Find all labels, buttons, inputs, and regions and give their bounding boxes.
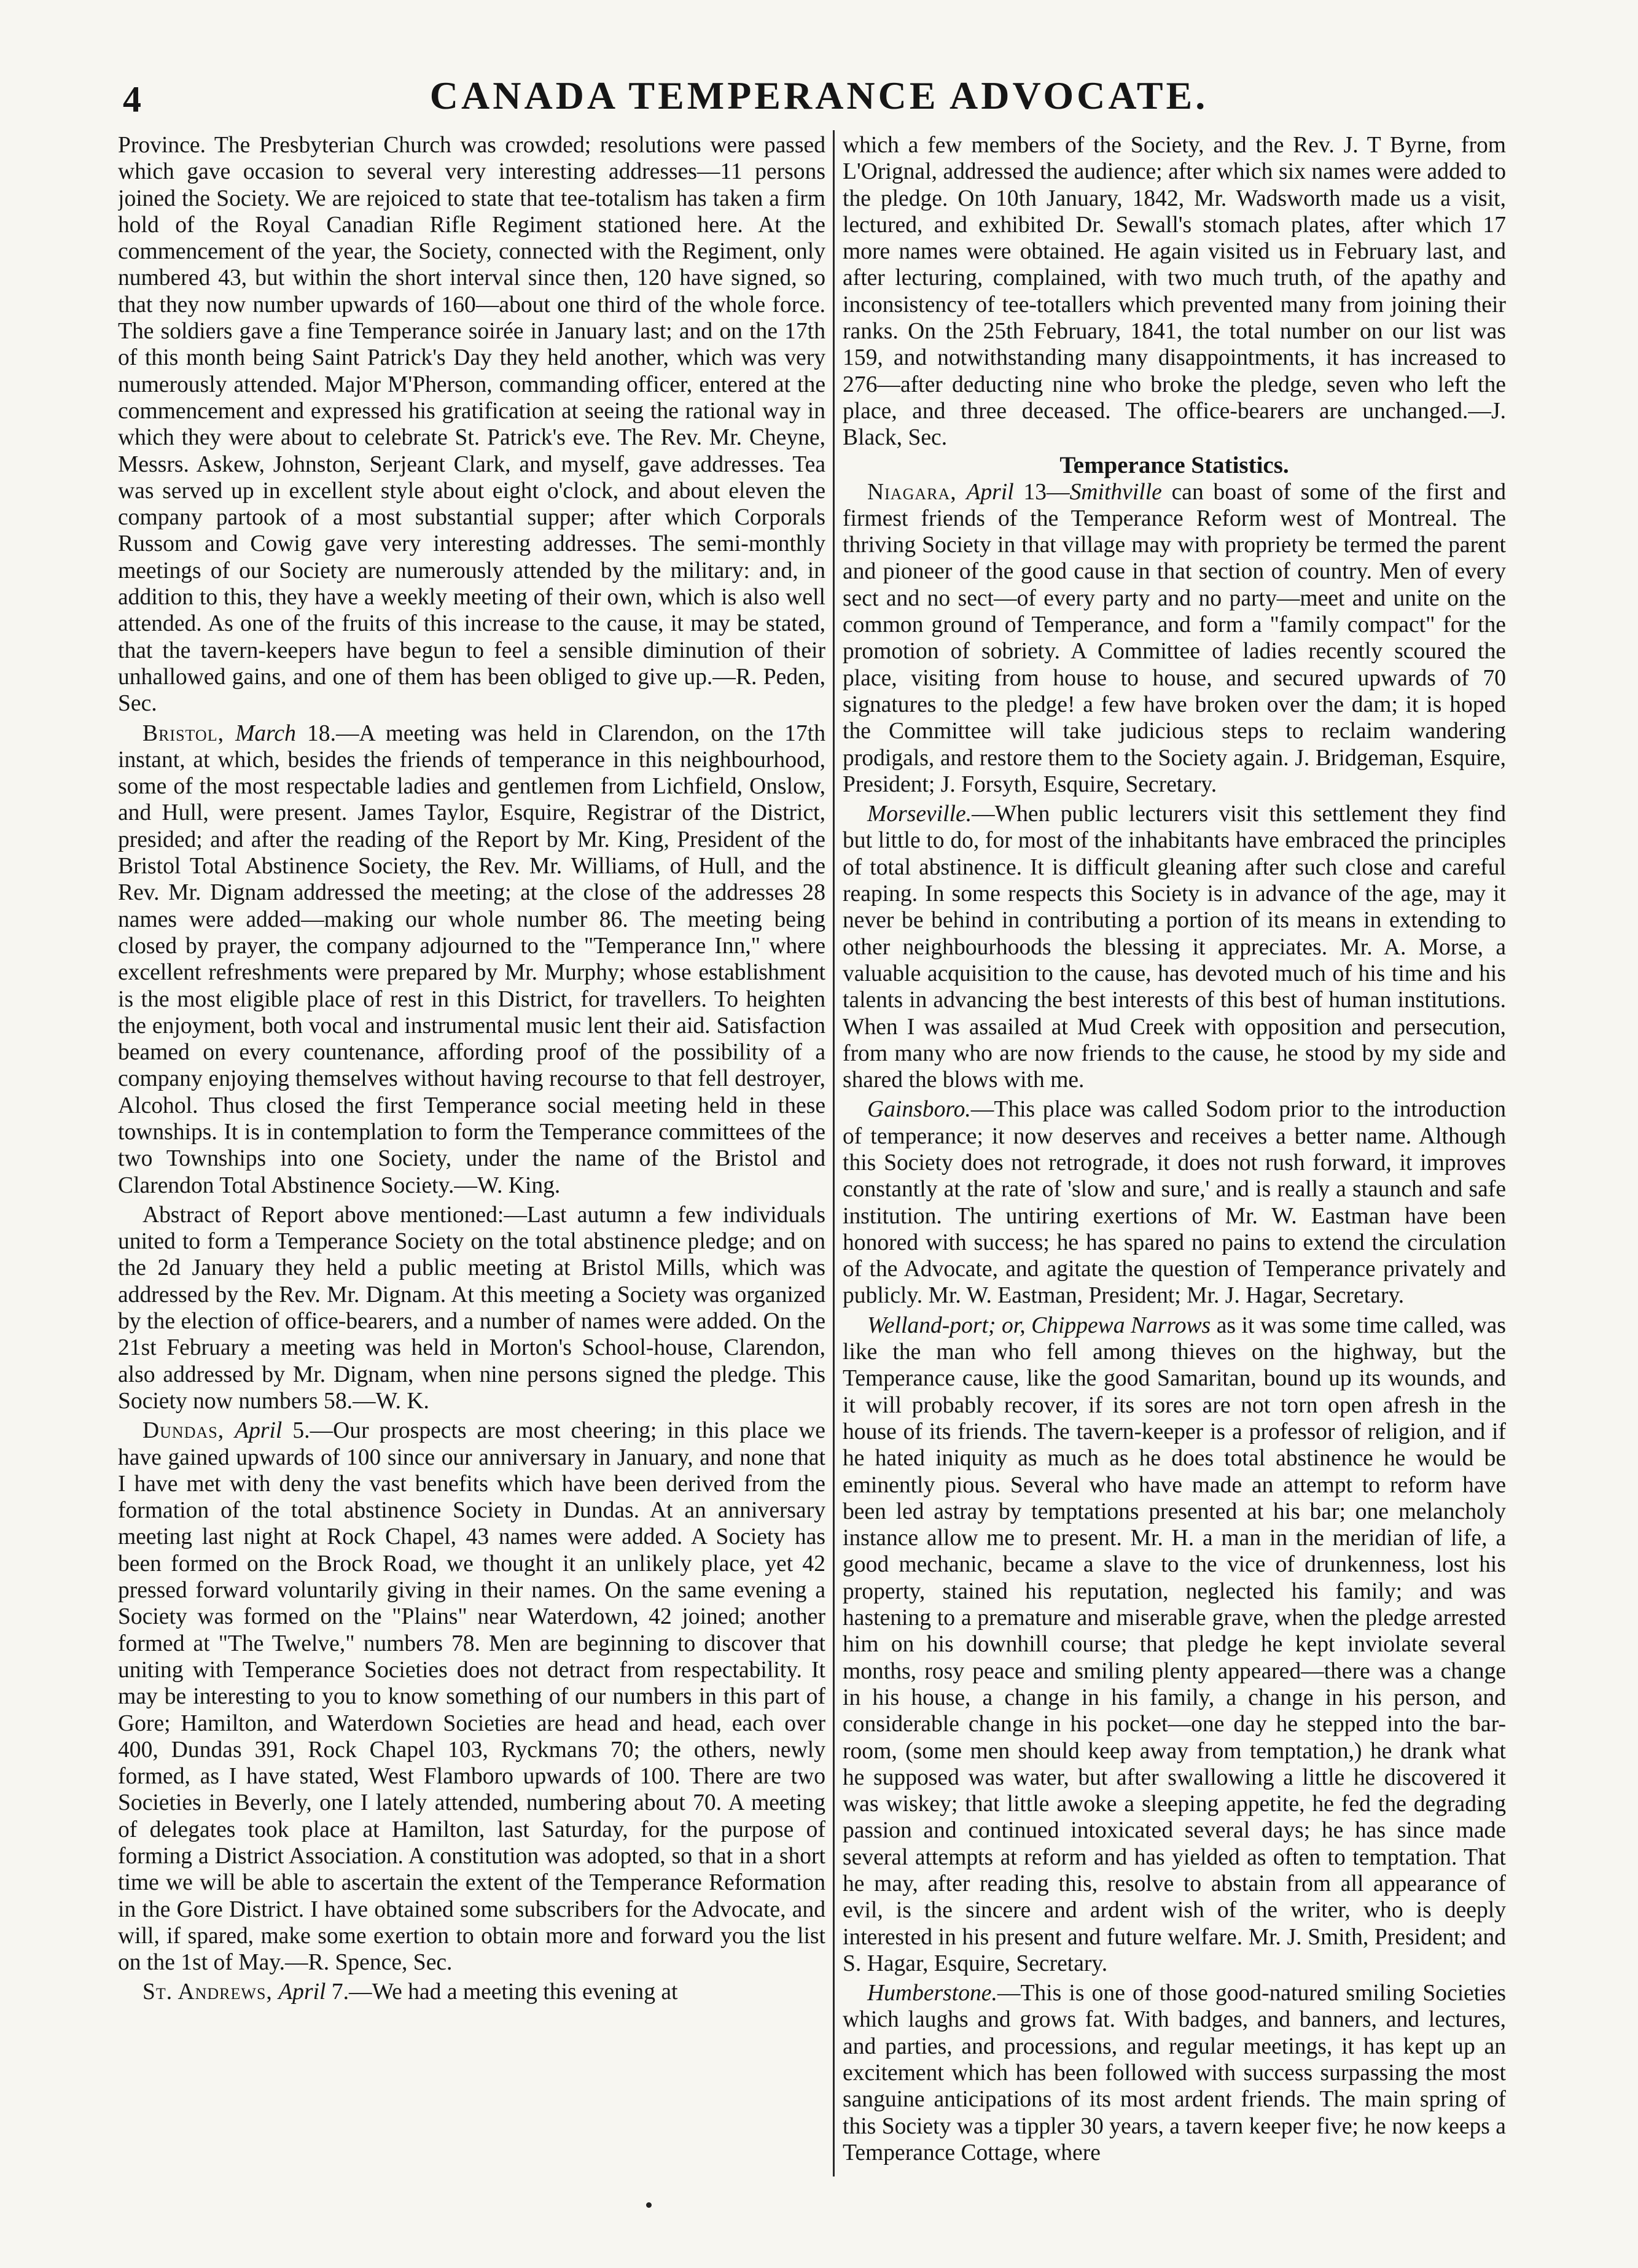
- column-divider: [833, 130, 835, 2176]
- dateline-place: St. Andrews,: [142, 1979, 273, 2005]
- dateline-place: Dundas,: [142, 1418, 225, 1444]
- article-dundas: [118, 1417, 825, 1976]
- dateline-place: Niagara,: [867, 479, 957, 505]
- dateline-date: March: [235, 720, 296, 746]
- dateline-place: Morseville.: [867, 801, 972, 827]
- article-text: as it was some time called, was like the man who fell among thieves on the highway, but the Temperance cause, like the good Samaritan, bound up its wounds, and it will probably recover, if its sores are not torn open afresh in the house of its friends. The tavern-keeper is a professor of religion, and if he hated iniquity as much as he does total abstinence he would be eminently pious. Several who have made an attempt to reform have been led astray by temptations presented at his bar; one melancholy instance allow me to present. Mr. H. a man in the meridian of life, a good mechanic, became a slave to the vice of drunkenness, lost his property, stained his reputation, neglected his family; and was hastening to a premature and miserable grave, when the pledge arrested him on his downhill course; that pledge he kept inviolate several months, rosy peace and smiling plenty appeared—there was a change in his house, a change in his family, a change in his person, and considerable change in his pocket—one day he stepped into the bar-room, (some men should keep away from temptation,) he drank what he supposed was water, but after swallowing a little he discovered it was wiskey; that little awoke a sleeping appetite, he fed the degrading passion and continued intoxicated several days; he has since made several attempts at reform and has yielded as often to temptation. That he may, after reading this, resolve to abstain from all appearance of evil, is the sincere and ardent wish of the writer, who is deeply interested in his present and future welfare. Mr. J. Smith, President; and S. Hagar, Esquire, Secretary.: [843, 1312, 1506, 1976]
- article-welland-port: [843, 1312, 1506, 1977]
- page-title: CANADA TEMPERANCE ADVOCATE.: [429, 74, 1209, 117]
- dateline-place: Welland-port; or, Chippewa Narrows: [867, 1312, 1211, 1338]
- article-st-andrews: [118, 1979, 825, 2005]
- dateline-locality: Smithville: [1069, 479, 1162, 505]
- article-gainsboro: [843, 1096, 1506, 1309]
- page-number: 4: [123, 79, 141, 120]
- dateline-date: April: [966, 479, 1014, 505]
- dateline-place: Gainsboro.: [867, 1097, 971, 1123]
- left-column: [118, 132, 825, 2177]
- dateline-place: Humberstone.: [867, 1981, 997, 2006]
- article-text: —When public lecturers visit this settlement they find but little to do, for most of the inhabitants have embraced the principles of total abstinence. It is difficult gleaning after such close and careful reaping. In some respects this Society is in advance of the age, may it never be behind in contributing a portion of its means in extending to other neighbourhoods the blessing it appreciates. Mr. A. Morse, a valuable acquisition to the cause, has devoted much of his time and his talents in advancing the best interests of this best of human institutions. When I was assailed at Mud Creek with opposition and persecution, from many who are now friends to the cause, he stood by my side and shared the blows with me.: [843, 801, 1506, 1093]
- article-text: —This is one of those good-natured smiling Societies which laughs and grows fat. With badges, and banners, and lectures, and parties, and processions, and regular meetings, it has kept up an excitement which has been followed with success surpassing the most sanguine anticipations of its most ardent friends. The main spring of this Society was a tippler 30 years, a tavern keeper five; he now keeps a Temperance Cottage, where: [843, 1981, 1506, 2165]
- dateline-date: April: [235, 1418, 283, 1444]
- right-column: [843, 132, 1506, 2177]
- article-text: 18.—A meeting was held in Clarendon, on the 17th instant, at which, besides the friends of temperance in this neighbourhood, some of the most respectable ladies and gentlemen from Lichfield, Onslow, and Hull, were present. James Taylor, Esquire, Registrar of the District, presided; and after the reading of the Report by Mr. King, President of the Bristol Total Abstinence Society, the Rev. Mr. Williams, of Hull, and the Rev. Mr. Dignam addressed the meeting; at the close of the addresses 28 names were added—making our whole number 86. The meeting being closed by prayer, the company adjourned to the "Temperance Inn," where excellent refreshments were prepared by Mr. Murphy; whose establishment is the most eligible place of rest in this District, for travellers. To heighten the enjoyment, both vocal and instrumental music lent their aid. Satisfaction beamed on every countenance, affording proof of the possibility of a company enjoying themselves without having recourse to that fell destroyer, Alcohol. Thus closed the first Temperance social meeting held in these townships. It is in contemplation to form the Temperance committees of the two Townships into one Society, under the name of the Bristol and Clarendon Total Abstinence Society.—W. King.: [118, 720, 825, 1198]
- article-humberstone: [843, 1980, 1506, 2166]
- article-text: can boast of some of the first and firmest friends of the Temperance Reform west of Montreal. The thriving Society in that village may with propriety be termed the parent and pioneer of the good cause in that section of country. Men of every sect and no sect—of every party and no party—meet and unite on the common ground of Temperance, and form a "family compact" for the promotion of sobriety. A Committee of ladies recently scoured the place, visiting from house to house, and secured upwards of 70 signatures to the pledge! a few have broken over the dam; it is hoped the Committee will take judicious steps to reclaim wandering prodigals, and restore them to the Society again. J. Bridgeman, Esquire, President; J. Forsyth, Esquire, Secretary.: [843, 479, 1506, 797]
- dateline-place: Bristol,: [142, 720, 224, 746]
- article-text: 5.—Our prospects are most cheering; in this place we have gained upwards of 100 since our anniversary in January, and none that I have met with deny the vast benefits which have been derived from the formation of the total abstinence Society in Dundas. At an anniversary meeting last night at Rock Chapel, 43 names were added. A Society has been formed on the Brock Road, we thought it an unlikely place, yet 42 pressed forward voluntarily giving in their names. On the same evening a Society was formed on the "Plains" near Waterdown, 42 joined; another formed at "The Twelve," numbers 78. Men are beginning to discover that uniting with Temperance Societies does not detract from respectability. It may be interesting to you to know something of our numbers in this part of Gore; Hamilton, and Waterdown Societies are head and head, each over 400, Dundas 391, Rock Chapel 103, Ryckmans 70; the others, newly formed, as I have stated, West Flamboro upwards of 100. There are two Societies in Beverly, one I lately attended, numbering about 70. A meeting of delegates took place at Hamilton, last Saturday, for the purpose of forming a District Association. A constitution was adopted, so that in a short time we will be able to ascertain the extent of the Temperance Reformation in the Gore District. I have obtained some subscribers for the Advocate, and will, if spared, make some exertion to obtain more and forward you the list on the 1st of May.—R. Spence, Sec.: [118, 1418, 825, 1976]
- article-paragraph: Province. The Presbyterian Church was crowded; resolutions were passed which gave occasion to several very interesting addresses—11 persons joined the Society. We are rejoiced to state that tee-totalism has taken a firm hold of the Royal Canadian Rifle Regiment stationed here. At the commencement of the year, the Society, connected with the Regiment, only numbered 43, but within the short interval since then, 120 have signed, so that they now number upwards of 160—about one third of the whole force. The soldiers gave a fine Temperance soirée in January last; and on the 17th of this month being Saint Patrick's Day they held another, which was very numerously attended. Major M'Pherson, commanding officer, entered at the commencement and expressed his gratification at seeing the rational way in which they were about to celebrate St. Patrick's eve. The Rev. Mr. Cheyne, Messrs. Askew, Johnston, Serjeant Clark, and myself, gave addresses. Tea was served up in excellent style about eight o'clock, and about eleven the company partook of a most substantial supper; after which Corporals Russom and Cowig gave very interesting addresses. The semi-monthly meetings of our Society are numerously attended by the military: and, in addition to this, they have a weekly meeting of their own, which is also well attended. As one of the fruits of this increase to the cause, it may be stated, that the tavern-keepers have begun to feel a sensible diminution of their unhallowed gains, and one of them has been obliged to give up.—R. Peden, Sec.: [118, 133, 825, 717]
- article-text: —This place was called Sodom prior to the introduction of temperance; it now deserves and receives a better name. Although this Society does not retrograde, it does not rush forward, it improves constantly at the rate of 'slow and sure,' and is really a staunch and safe institution. The untiring exertions of Mr. W. Eastman have been honored with success; he has spared no pains to extend the circulation of the Advocate, and agitate the question of Temperance privately and publicly. Mr. W. Eastman, President; Mr. J. Hagar, Secretary.: [843, 1097, 1506, 1309]
- page-mark: [646, 2202, 652, 2208]
- dateline-date: April: [278, 1979, 326, 2005]
- article-text: 7.—We had a meeting this evening at: [331, 1979, 678, 2005]
- article-morseville: [843, 801, 1506, 1093]
- article-niagara: Niagara, April 13—Smithville can boast of some of the first and firmest friends of the Temperance Reform west of Montreal. The thriving Society in that village may with propriety be termed the parent and pioneer of the good cause in that section of country. Men of every sect and no sect—of every party and no party—meet and unite on the common ground of Temperance, and form a "family compact" for the promotion of sobriety. A Committee of ladies recently scoured the place, visiting from house to house, and secured upwards of 70 signatures to the pledge! a few have broken over the dam; it is hoped the Committee will take judicious steps to reclaim wandering prodigals, and restore them to the Society again. J. Bridgeman, Esquire, President; J. Forsyth, Esquire, Secretary.: [843, 479, 1506, 797]
- article-bristol: [118, 720, 825, 1199]
- article-abstract: Abstract of Report above mentioned:—Last autumn a few individuals united to form a Temperance Society on the total abstinence pledge; and on the 2d January they held a public meeting at Bristol Mills, which was addressed by the Rev. Mr. Dignam. At this meeting a Society was organized by the election of office-bearers, and a number of names were added. On the 21st February a meeting was held in Morton's School-house, Clarendon, also addressed by Mr. Dignam, when nine persons signed the pledge. This Society now numbers 58.—W. K.: [118, 1202, 825, 1414]
- section-heading: Temperance Statistics.: [1059, 451, 1289, 478]
- article-paragraph: which a few members of the Society, and the Rev. J. T Byrne, from L'Orignal, addressed the audience; after which six names were added to the pledge. On 10th January, 1842, Mr. Wadsworth made us a visit, lectured, and exhibited Dr. Sewall's stomach plates, after which 17 more names were obtained. He again visited us in February last, and after lecturing, complained, with two much truth, of the apathy and inconsistency of tee-totallers which prevented many from joining their ranks. On the 25th February, 1841, the total number on our list was 159, and notwithstanding many disappointments, it has increased to 276—after deducting nine who broke the pledge, seven who left the place, and three deceased. The office-bearers are unchanged.—J. Black, Sec.: [843, 133, 1506, 451]
